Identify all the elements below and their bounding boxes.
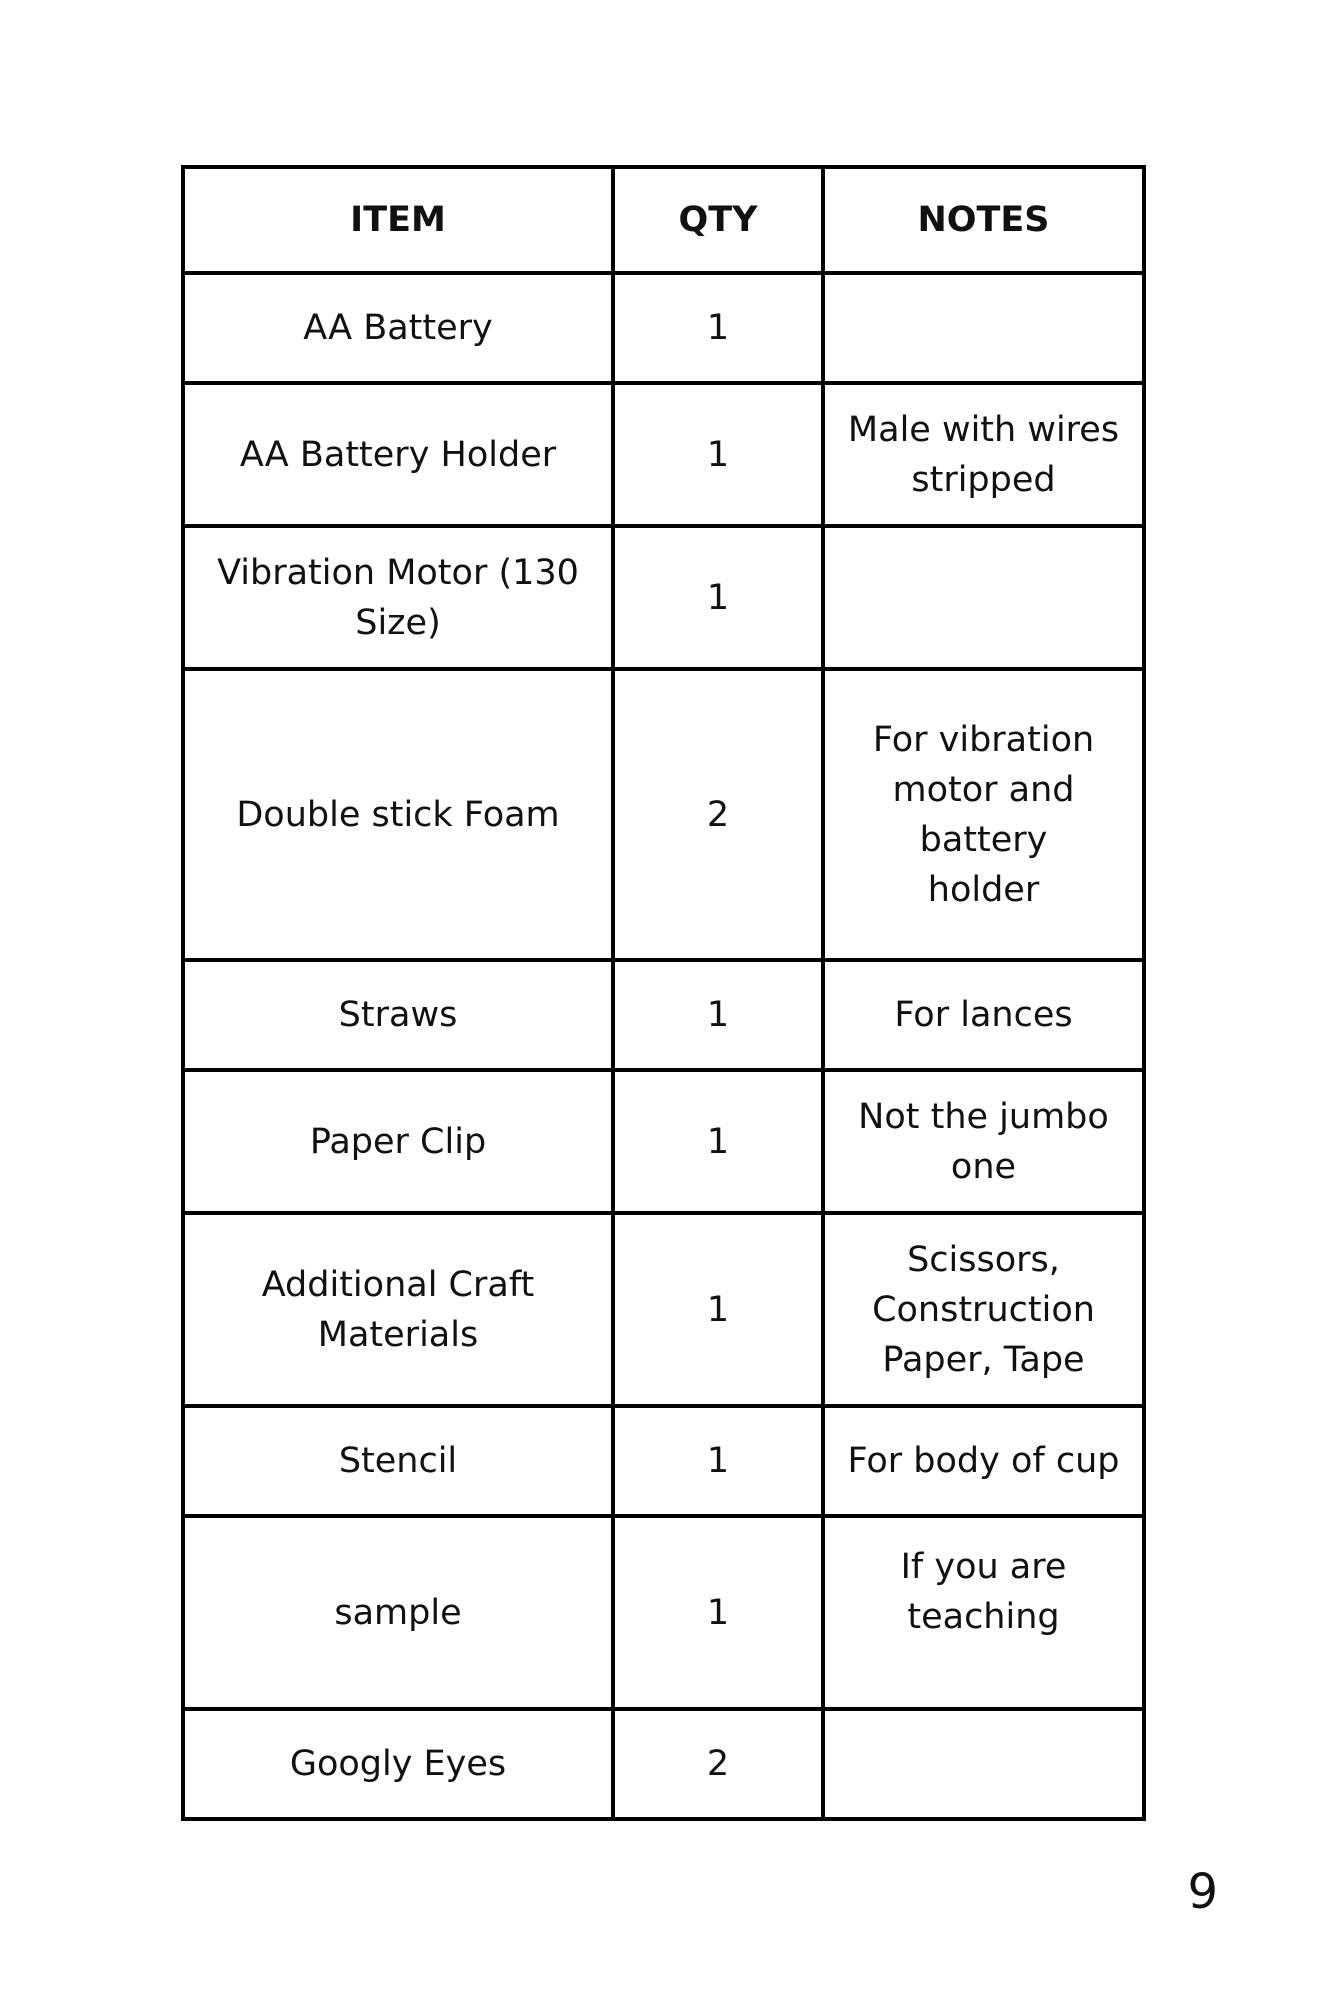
table-row xyxy=(183,1406,1144,1516)
notes-line: Not the jumbo xyxy=(858,1096,1109,1137)
qty-cell: 2 xyxy=(613,1709,823,1819)
table-row xyxy=(183,383,1144,526)
notes-cell xyxy=(823,960,1144,1070)
table-row xyxy=(183,1516,1144,1709)
qty-cell: 1 xyxy=(613,1406,823,1516)
notes-cell xyxy=(823,1070,1144,1213)
notes-cell xyxy=(823,383,1144,526)
table-row xyxy=(183,960,1144,1070)
notes-line: one xyxy=(950,1146,1017,1187)
table-row xyxy=(183,669,1144,960)
item-cell: Paper Clip xyxy=(183,1070,613,1213)
table-row xyxy=(183,273,1144,383)
table-row xyxy=(183,1070,1144,1213)
materials-table xyxy=(181,165,1146,1821)
notes-cell xyxy=(823,1709,1144,1819)
qty-cell: 1 xyxy=(613,273,823,383)
notes-line: If you are xyxy=(900,1547,1067,1587)
notes-line: Male with wires xyxy=(847,409,1120,450)
item-cell: AA Battery Holder xyxy=(183,383,613,526)
notes-cell xyxy=(823,1213,1144,1406)
table-header-row xyxy=(183,167,1144,273)
notes-line: Scissors, xyxy=(907,1239,1060,1280)
item-cell: Double stick Foam xyxy=(183,669,613,960)
notes-line: For body of cup xyxy=(847,1441,1120,1481)
notes-line: holder xyxy=(927,869,1040,910)
item-cell: AA Battery xyxy=(183,273,613,383)
qty-cell: 1 xyxy=(613,526,823,669)
item-cell: Stencil xyxy=(183,1406,613,1516)
table-row xyxy=(183,1213,1144,1406)
table-row xyxy=(183,526,1144,669)
header-notes: NOTES xyxy=(823,167,1144,273)
item-cell: Straws xyxy=(183,960,613,1070)
item-cell: Vibration Motor (130 Size) xyxy=(183,526,613,669)
qty-cell: 1 xyxy=(613,1213,823,1406)
notes-line: For lances xyxy=(894,995,1073,1035)
qty-cell: 1 xyxy=(613,1070,823,1213)
notes-line: Paper, Tape xyxy=(882,1339,1085,1380)
qty-cell: 1 xyxy=(613,960,823,1070)
notes-line: For vibration xyxy=(872,719,1095,760)
item-cell: sample xyxy=(183,1516,613,1709)
notes-line: teaching xyxy=(907,1597,1060,1637)
notes-cell xyxy=(823,669,1144,960)
page-number: 9 xyxy=(1187,1864,1218,1920)
notes-line: stripped xyxy=(911,459,1056,500)
notes-cell xyxy=(823,526,1144,669)
qty-cell: 1 xyxy=(613,1516,823,1709)
table-row xyxy=(183,1709,1144,1819)
header-item: ITEM xyxy=(183,167,613,273)
notes-line: battery xyxy=(919,819,1048,860)
notes-cell xyxy=(823,1516,1144,1709)
notes-line: motor and xyxy=(892,769,1075,810)
qty-cell: 1 xyxy=(613,383,823,526)
qty-cell: 2 xyxy=(613,669,823,960)
notes-line: Construction xyxy=(872,1289,1095,1330)
item-cell: Googly Eyes xyxy=(183,1709,613,1819)
item-cell: Additional Craft Materials xyxy=(183,1213,613,1406)
notes-cell xyxy=(823,1406,1144,1516)
header-qty: QTY xyxy=(613,167,823,273)
notes-cell xyxy=(823,273,1144,383)
